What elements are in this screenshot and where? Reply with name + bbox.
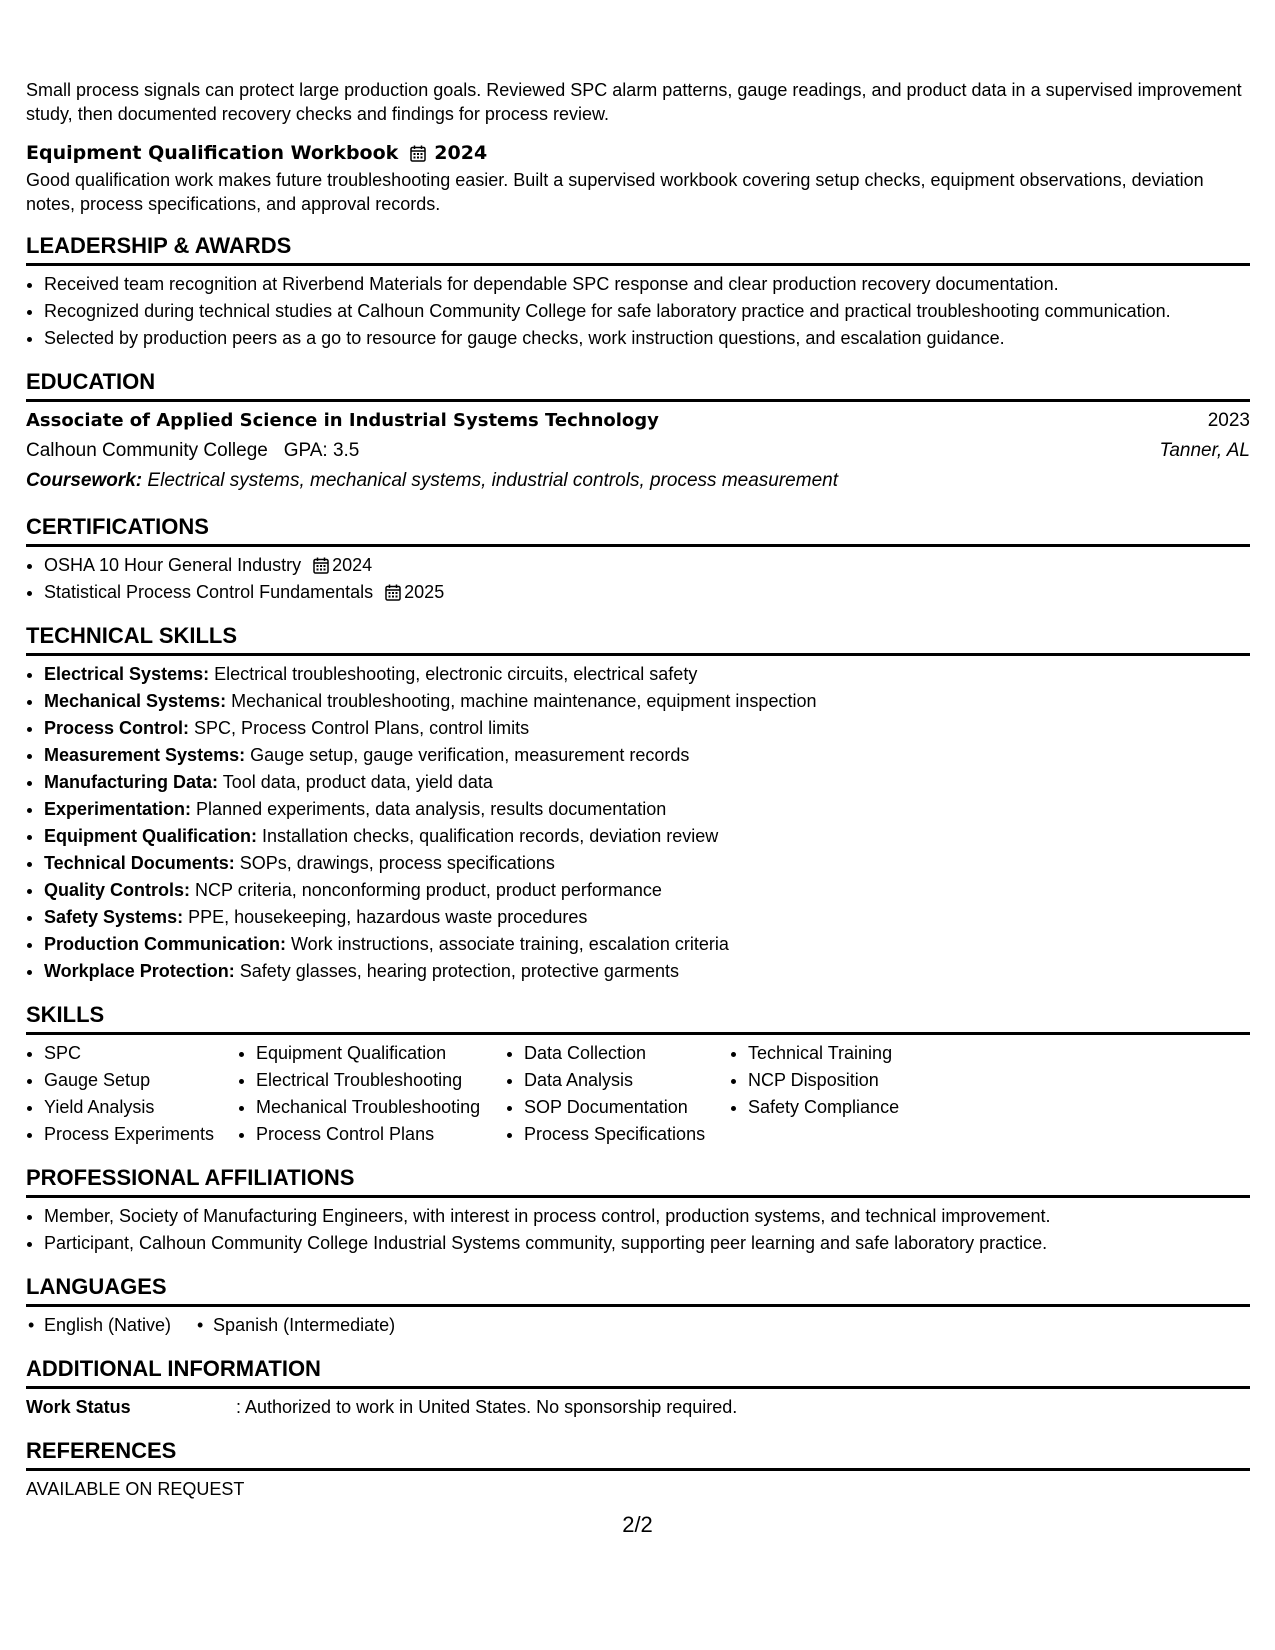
skill-label: Technical Documents: xyxy=(44,853,235,873)
skills-grid xyxy=(26,1040,1250,1148)
gpa: GPA: 3.5 xyxy=(283,440,360,461)
list-item: • NCP Disposition xyxy=(748,1067,930,1094)
affiliations-list xyxy=(26,1203,1250,1257)
list-item xyxy=(44,769,1250,796)
list-item: • Safety Compliance xyxy=(748,1094,930,1121)
certification-name: • Statistical Process Control Fundamentals xyxy=(44,582,374,602)
skill-label: Production Communication: xyxy=(44,934,286,954)
list-item: • Spanish (Intermediate) xyxy=(195,1312,395,1339)
page-number: 2/2 xyxy=(622,1512,653,1537)
skill-text: SPC, Process Control Plans, control limits xyxy=(194,718,530,738)
list-item: • Recognized during technical studies at Calhoun Community College for safe laboratory practice and practical troubleshooting communication. xyxy=(44,298,1250,325)
certification-year: 2024 xyxy=(332,555,373,575)
list-item: • Mechanical Troubleshooting xyxy=(256,1094,506,1121)
skill-text: Work instructions, associate training, escalation criteria xyxy=(291,934,729,954)
languages-list xyxy=(26,1312,1250,1339)
list-item xyxy=(44,552,1250,579)
list-item xyxy=(44,877,1250,904)
certification-name: • OSHA 10 Hour General Industry xyxy=(44,555,302,575)
list-item xyxy=(44,850,1250,877)
list-item: • Process Experiments xyxy=(44,1121,238,1148)
list-item xyxy=(44,958,1250,985)
skills-column xyxy=(730,1040,930,1148)
list-item xyxy=(44,688,1250,715)
skill-text: Tool data, product data, yield data xyxy=(222,772,493,792)
list-item xyxy=(44,661,1250,688)
calendar-icon xyxy=(313,557,329,574)
leadership-list xyxy=(26,271,1250,352)
skill-label: Safety Systems: xyxy=(44,907,184,927)
skill-label: Equipment Qualification: xyxy=(44,826,258,846)
list-item: • Equipment Qualification xyxy=(256,1040,506,1067)
project-title: Equipment Qualification Workbook xyxy=(26,142,399,164)
school-name: Calhoun Community College xyxy=(26,440,268,461)
project-year: 2024 xyxy=(434,142,488,164)
references-text: AVAILABLE ON REQUEST xyxy=(26,1479,245,1499)
list-item: • Member, Society of Manufacturing Engineers, with interest in process control, production systems, and technical improvement. xyxy=(44,1203,1250,1230)
skill-text: NCP criteria, nonconforming product, product performance xyxy=(195,880,662,900)
section-heading-additional-information: ADDITIONAL INFORMATION xyxy=(26,1355,1250,1389)
coursework-label: Coursework: xyxy=(26,470,143,491)
skill-label: Experimentation: xyxy=(44,799,192,819)
skill-text: Mechanical troubleshooting, machine maintenance, equipment inspection xyxy=(231,691,817,711)
section-heading-education: EDUCATION xyxy=(26,368,1250,402)
list-item: • Process Specifications xyxy=(524,1121,730,1148)
list-item: • English (Native) xyxy=(26,1312,171,1339)
list-item: • Data Collection xyxy=(524,1040,730,1067)
list-item xyxy=(44,904,1250,931)
technical-skills-list xyxy=(26,661,1250,985)
list-item: • Participant, Calhoun Community College Industrial Systems community, supporting peer learning and safe laboratory practice. xyxy=(44,1230,1250,1257)
calendar-icon xyxy=(385,584,401,601)
list-item: • Data Analysis xyxy=(524,1067,730,1094)
skill-text: Electrical troubleshooting, electronic circuits, electrical safety xyxy=(214,664,698,684)
skill-text: SOPs, drawings, process specifications xyxy=(239,853,555,873)
section-heading-references: REFERENCES xyxy=(26,1437,1250,1471)
list-item xyxy=(44,931,1250,958)
list-item: • SOP Documentation xyxy=(524,1094,730,1121)
list-item xyxy=(44,715,1250,742)
skill-text: Installation checks, qualification records, deviation review xyxy=(262,826,719,846)
skill-label: Workplace Protection: xyxy=(44,961,235,981)
skill-label: Mechanical Systems: xyxy=(44,691,227,711)
skill-label: Process Control: xyxy=(44,718,190,738)
list-item: • SPC xyxy=(44,1040,238,1067)
school-location: Tanner, AL xyxy=(1159,440,1250,461)
work-status-row xyxy=(26,1394,1250,1421)
resume-page xyxy=(26,78,1250,1503)
list-item xyxy=(44,796,1250,823)
skill-text: Gauge setup, gauge verification, measurement records xyxy=(250,745,690,765)
list-item: • Yield Analysis xyxy=(44,1094,238,1121)
list-item: • Process Control Plans xyxy=(256,1121,506,1148)
certification-year: 2025 xyxy=(404,582,445,602)
coursework xyxy=(26,465,1250,497)
coursework-text: Electrical systems, mechanical systems, industrial controls, process measurement xyxy=(147,470,838,491)
skills-column xyxy=(238,1040,506,1148)
degree-title: Associate of Applied Science in Industrial Systems Technology xyxy=(26,410,659,431)
certifications-list xyxy=(26,552,1250,606)
skills-column xyxy=(506,1040,730,1148)
skill-label: Electrical Systems: xyxy=(44,664,210,684)
section-heading-certifications: CERTIFICATIONS xyxy=(26,513,1250,547)
project-description: Good qualification work makes future troubleshooting easier. Built a supervised workbook covering setup checks, equipment observations, deviation notes, process specifications, and approval records. xyxy=(26,170,1204,214)
skill-text: Planned experiments, data analysis, results documentation xyxy=(196,799,667,819)
education-school-row xyxy=(26,436,1250,465)
work-status-label: Work Status xyxy=(26,1397,131,1417)
list-item xyxy=(44,742,1250,769)
skill-label: Measurement Systems: xyxy=(44,745,246,765)
list-item: • Received team recognition at Riverbend Materials for dependable SPC response and clear production recovery documentation. xyxy=(44,271,1250,298)
skills-column xyxy=(26,1040,238,1148)
section-heading-languages: LANGUAGES xyxy=(26,1273,1250,1307)
skill-label: Quality Controls: xyxy=(44,880,191,900)
list-item: • Technical Training xyxy=(748,1040,930,1067)
list-item xyxy=(44,579,1250,606)
section-heading-technical-skills: TECHNICAL SKILLS xyxy=(26,622,1250,656)
project-description: Small process signals can protect large production goals. Reviewed SPC alarm patterns, gauge readings, and product data in a supervised improvement study, then documented recovery checks and findings for process review. xyxy=(26,80,1242,124)
skill-text: PPE, housekeeping, hazardous waste procedures xyxy=(188,907,588,927)
work-status-value: : Authorized to work in United States. No sponsorship required. xyxy=(236,1397,738,1417)
list-item: • Gauge Setup xyxy=(44,1067,238,1094)
calendar-icon xyxy=(410,145,426,162)
section-heading-skills: SKILLS xyxy=(26,1001,1250,1035)
section-heading-leadership: LEADERSHIP & AWARDS xyxy=(26,232,1250,266)
skill-label: Manufacturing Data: xyxy=(44,772,219,792)
project-title-row xyxy=(26,140,1250,166)
section-heading-affiliations: PROFESSIONAL AFFILIATIONS xyxy=(26,1164,1250,1198)
list-item xyxy=(44,823,1250,850)
skill-text: Safety glasses, hearing protection, protective garments xyxy=(239,961,679,981)
list-item: • Electrical Troubleshooting xyxy=(256,1067,506,1094)
degree-year: 2023 xyxy=(1207,410,1250,431)
education-degree-row xyxy=(26,406,1250,436)
list-item: • Selected by production peers as a go to resource for gauge checks, work instruction questions, and escalation guidance. xyxy=(44,325,1250,352)
